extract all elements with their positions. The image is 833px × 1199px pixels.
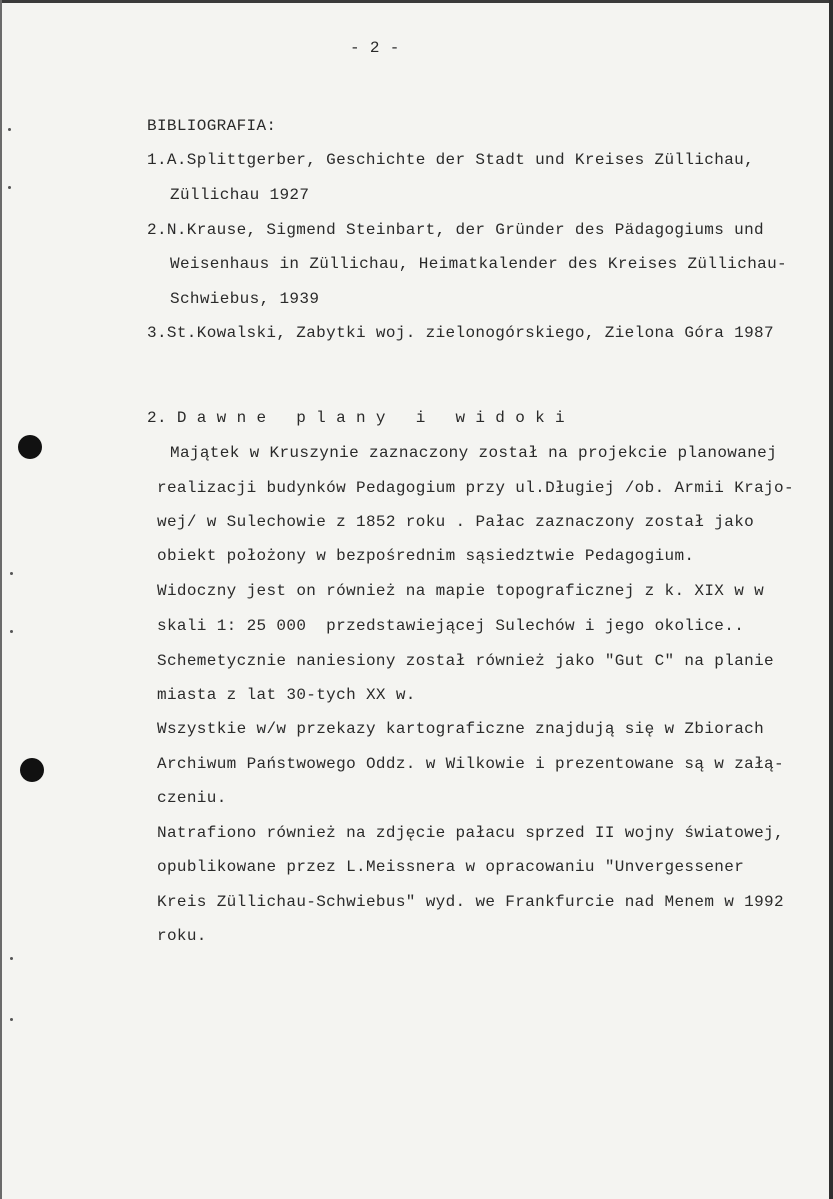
scan-edge-top xyxy=(0,0,833,3)
scan-edge-left xyxy=(0,0,2,1199)
body-line: Wszystkie w/w przekazy kartograficzne znajdują się w Zbiorach xyxy=(157,720,765,738)
scan-edge-right xyxy=(829,0,833,1199)
body-line: obiekt położony w bezpośrednim sąsiedztwie Pedagogium. xyxy=(157,547,695,565)
body-line: miasta z lat 30-tych XX w. xyxy=(157,686,416,704)
body-line: czeniu. xyxy=(157,789,227,807)
bibliography-heading: BIBLIOGRAFIA: xyxy=(147,117,277,135)
body-line: opublikowane przez L.Meissnera w opracowaniu "Unvergessener xyxy=(157,858,745,876)
bibliography-entry-2-cont: Schwiebus, 1939 xyxy=(170,290,320,308)
body-line: Widoczny jest on również na mapie topograficznej z k. XIX w w xyxy=(157,582,765,600)
margin-speck xyxy=(8,186,11,189)
body-line: roku. xyxy=(157,927,207,945)
body-line: wej/ w Sulechowie z 1852 roku . Pałac zaznaczony został jako xyxy=(157,513,755,531)
bibliography-entry-2-cont: Weisenhaus in Züllichau, Heimatkalender des Kreises Züllichau- xyxy=(170,255,787,273)
margin-speck xyxy=(8,128,11,131)
body-line: realizacji budynków Pedagogium przy ul.Długiej /ob. Armii Krajo- xyxy=(157,479,794,497)
margin-speck xyxy=(10,1018,13,1021)
section-heading: 2. D a w n e p l a n y i w i d o k i xyxy=(147,409,565,427)
body-line: Natrafiono również na zdjęcie pałacu sprzed II wojny światowej, xyxy=(157,824,784,842)
body-line: skali 1: 25 000 przedstawiejącej Sulechów i jego okolice.. xyxy=(157,617,745,635)
page-number: - 2 - xyxy=(350,39,400,57)
body-line: Kreis Züllichau-Schwiebus" wyd. we Frankfurcie nad Menem w 1992 xyxy=(157,893,784,911)
bibliography-entry-1: 1.A.Splittgerber, Geschichte der Stadt und Kreises Züllichau, xyxy=(147,151,755,169)
body-line: Schemetycznie naniesiony został również jako "Gut C" na planie xyxy=(157,652,774,670)
body-line: Majątek w Kruszynie zaznaczony został na projekcie planowanej xyxy=(170,444,778,462)
body-line: Archiwum Państwowego Oddz. w Wilkowie i prezentowane są w załą- xyxy=(157,755,784,773)
margin-speck xyxy=(10,957,13,960)
bibliography-entry-2: 2.N.Krause, Sigmend Steinbart, der Gründer des Pädagogiums und xyxy=(147,221,764,239)
margin-speck xyxy=(10,572,13,575)
punch-hole-top xyxy=(18,435,42,459)
bibliography-entry-3: 3.St.Kowalski, Zabytki woj. zielonogórskiego, Zielona Góra 1987 xyxy=(147,324,774,342)
bibliography-entry-1-cont: Züllichau 1927 xyxy=(170,186,310,204)
punch-hole-bottom xyxy=(20,758,44,782)
margin-speck xyxy=(10,630,13,633)
